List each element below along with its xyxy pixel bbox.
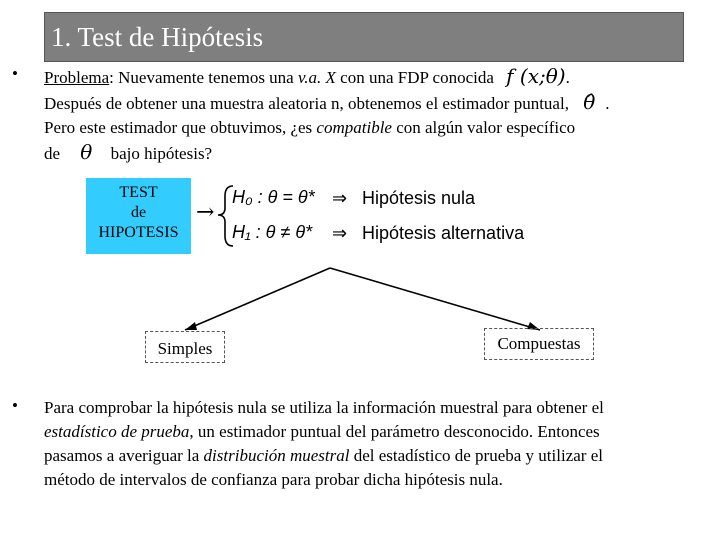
random-variable-text: v.a. X <box>297 68 336 87</box>
test-hipotesis-box: TEST de HIPOTESIS <box>86 178 191 254</box>
h1-label: Hipótesis alternativa <box>362 223 525 243</box>
problema-label: Problema <box>44 68 110 87</box>
branch-line-simples <box>185 268 330 330</box>
h0-implies-icon: ⇒ <box>332 188 348 208</box>
simples-box: Simples <box>145 331 225 363</box>
h0-label: Hipótesis nula <box>362 188 476 208</box>
hypothesis-brace <box>218 186 233 246</box>
compuestas-box: Compuestas <box>484 328 594 360</box>
bullet-1-marker: • <box>12 64 18 83</box>
theta-symbol: θ <box>80 140 93 164</box>
conclusion-paragraph: Para comprobar la hipótesis nula se utiliza la información muestral para obtener el estadístico de prueba, un estimador puntual del parámetro desconocido. Entonces pasamos a averiguar la distribución muestral del estadístico de prueba y utilizar el método de intervalos de confianza para probar dicha hipótesis nula. <box>44 398 604 489</box>
estadistico-text: estadístico de prueba <box>44 422 190 441</box>
estimator-theta-hat: θ̂ <box>583 90 596 114</box>
h1-expression: H₁ : θ ≠ θ* <box>232 222 313 242</box>
right-arrow-icon: → <box>196 200 215 225</box>
bullet-2-marker: • <box>12 396 18 415</box>
problem-paragraph: Problema: Nuevamente tenemos una v.a. X con una FDP conocida f (x;θ). Después de obtener una muestra aleatoria n, obtenemos el estimador puntual, θ̂ . Pero este estimador que obtuvimos, ¿es compatible con algún valor específico de θ bajo hipótesis? <box>44 64 610 164</box>
slide-title: 1. Test de Hipótesis <box>44 12 684 62</box>
distribucion-text: distribución muestral <box>203 446 350 465</box>
h1-implies-icon: ⇒ <box>332 223 348 243</box>
arrowhead-simples <box>185 322 197 330</box>
compatible-text: compatible <box>316 118 392 137</box>
h0-expression: H₀ : θ = θ* <box>232 187 315 207</box>
pdf-formula: f (x;θ) <box>506 64 566 88</box>
branch-line-compuestas <box>330 268 540 330</box>
